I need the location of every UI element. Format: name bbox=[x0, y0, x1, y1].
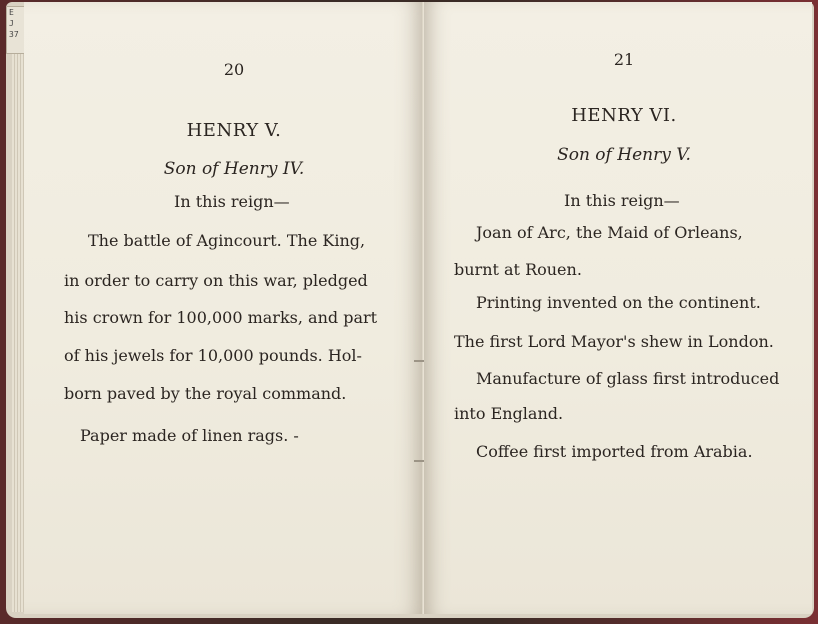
page-subtitle: Son of Henry IV. bbox=[163, 159, 305, 179]
right-page bbox=[424, 2, 812, 614]
text-line: The first Lord Mayor's shew in London. bbox=[454, 332, 774, 351]
edge-label-line: J bbox=[9, 19, 14, 28]
edge-label-line: E bbox=[9, 8, 14, 17]
page-title: HENRY V. bbox=[186, 120, 282, 141]
text-line: in order to carry on this war, pledged bbox=[64, 271, 368, 290]
text-line: Coffee first imported from Arabia. bbox=[476, 442, 753, 461]
text-line: into England. bbox=[454, 404, 564, 423]
text-line: his crown for 100,000 marks, and part bbox=[64, 308, 378, 327]
text-line: Paper made of linen rags. - bbox=[80, 426, 299, 445]
left-page bbox=[24, 2, 424, 614]
intro-line: In this reign— bbox=[564, 191, 680, 210]
text-line: of his jewels for 10,000 pounds. Hol- bbox=[64, 346, 362, 365]
edge-label-line: 37 bbox=[9, 30, 19, 39]
page-subtitle: Son of Henry V. bbox=[557, 145, 691, 165]
page-number: 20 bbox=[223, 60, 245, 79]
page-number: 21 bbox=[613, 50, 635, 69]
text-line: burnt at Rouen. bbox=[454, 260, 582, 279]
text-line: Manufacture of glass first introduced bbox=[476, 369, 780, 388]
text-line: Printing invented on the continent. bbox=[476, 293, 761, 312]
page-title: HENRY VI. bbox=[571, 105, 677, 126]
intro-line: In this reign— bbox=[174, 192, 290, 211]
open-book bbox=[6, 2, 814, 618]
text-line: Joan of Arc, the Maid of Orleans, bbox=[476, 223, 743, 242]
text-line: born paved by the royal command. bbox=[64, 384, 347, 403]
text-line: The battle of Agincourt. The King, bbox=[88, 231, 366, 250]
